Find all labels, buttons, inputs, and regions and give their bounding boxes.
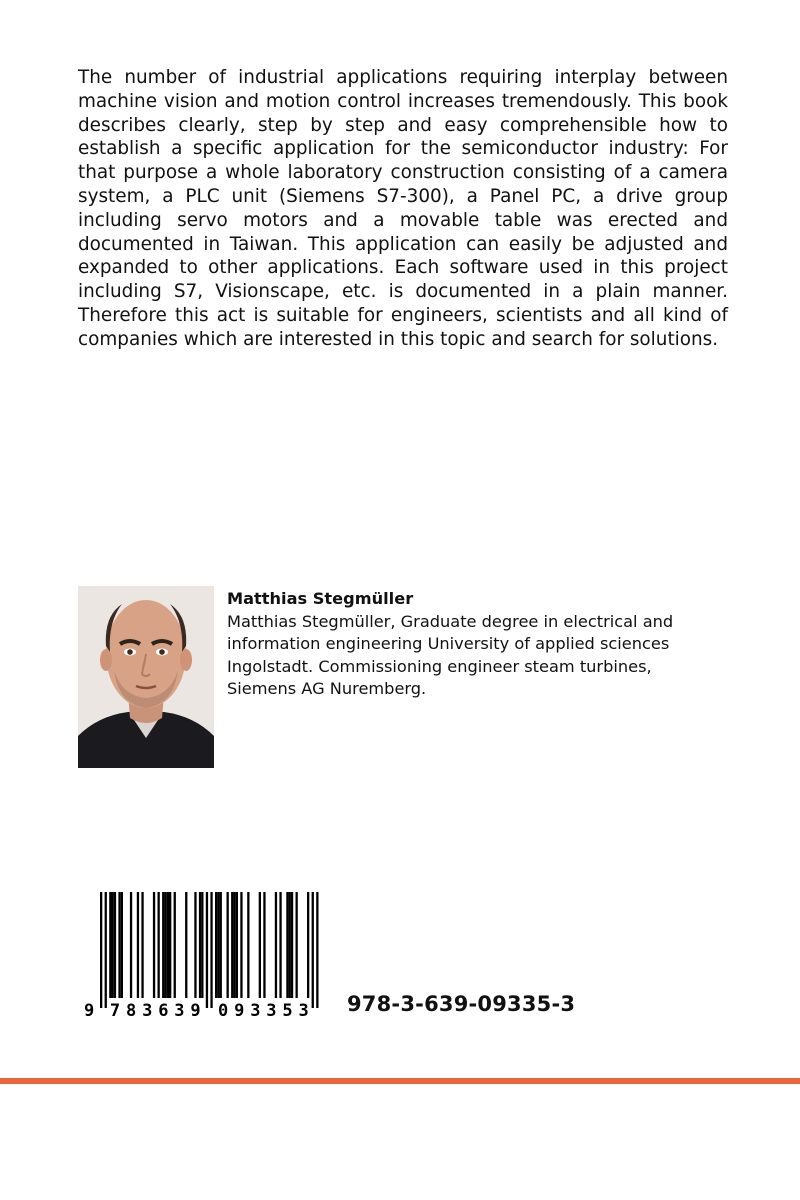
barcode-bar [307, 892, 309, 998]
barcode-bar [109, 892, 111, 998]
barcode-bar [312, 892, 314, 1008]
barcode-bar [220, 892, 222, 998]
barcode-bar [210, 892, 212, 1008]
barcode-digit: 7 [109, 1001, 121, 1020]
author-name: Matthias Stegmüller [227, 589, 414, 608]
barcode-digit: 9 [190, 1001, 201, 1020]
barcode-bar [275, 892, 277, 998]
barcode-bar [289, 892, 291, 998]
barcode-bar [296, 892, 298, 998]
isbn-number: 978-3-639-09335-3 [347, 992, 576, 1016]
barcode-bar [141, 892, 143, 998]
barcode-bar [236, 892, 238, 998]
barcode-bar [121, 892, 123, 998]
barcode-bar [114, 892, 116, 998]
barcode-bar [316, 892, 318, 1008]
barcode-bar [162, 892, 164, 998]
barcode-bar [199, 892, 201, 998]
barcode-bar [112, 892, 114, 998]
barcode-bar [279, 892, 281, 998]
barcode-digit: 9 [84, 1001, 95, 1020]
barcode-digit: 9 [234, 1001, 245, 1020]
author-info [227, 588, 697, 701]
barcode-digit: 8 [126, 1001, 137, 1020]
barcode-digit: 3 [250, 1001, 261, 1020]
barcode-bar [130, 892, 132, 998]
barcode-bar [291, 892, 293, 998]
back-cover-blurb: The number of industrial applications requiring interplay between machine vision and motion control increases tremendously. This book describes clearly, step by step and easy comprehensible how to establish a specific application for the semiconductor industry: For that purpose a whole laboratory construction consisting of a camera system, a PLC unit (Siemens S7-300), a Panel PC, a drive group including servo motors and a movable table was erected and documented in Taiwan. This application can easily be adjusted and expanded to other applications. Each software used in this project including S7, Visionscape, etc. is documented in a plain manner. Therefore this act is suitable for engineers, scientists and all kind of companies which are interested in this topic and search for solutions. [78, 67, 728, 350]
barcode-bar [217, 892, 219, 998]
barcode-bar [206, 892, 208, 1008]
barcode-bar [247, 892, 249, 998]
barcode-bar [263, 892, 265, 998]
barcode-bar [105, 892, 107, 1008]
barcode-digit: 3 [174, 1001, 185, 1020]
barcode-bar [227, 892, 229, 998]
barcode-bar [164, 892, 166, 998]
barcode-bar [185, 892, 187, 998]
author-photo [78, 586, 214, 768]
barcode-bar [259, 892, 261, 998]
barcode-bar [137, 892, 139, 998]
author-bio: Matthias Stegmüller, Graduate degree in electrical and information engineering University of applied sciences Ingolstadt. Commissioning engineer steam turbines, Siemens AG Nuremberg. [227, 611, 674, 699]
barcode-bar [100, 892, 102, 1008]
barcode-digit: 3 [298, 1001, 309, 1020]
barcode-digit: 0 [218, 1001, 229, 1020]
barcode-bar [194, 892, 196, 998]
barcode-bar [167, 892, 169, 998]
barcode-bar [118, 892, 120, 998]
barcode-digit: 6 [158, 1001, 169, 1020]
barcode-bar [233, 892, 235, 998]
barcode-digit: 3 [266, 1001, 277, 1020]
barcode-bar [169, 892, 171, 998]
barcode-bar [153, 892, 155, 998]
barcode-digit: 5 [282, 1001, 293, 1020]
barcode-bar [158, 892, 160, 998]
barcode-bar [240, 892, 242, 998]
barcode-bar [286, 892, 288, 998]
accent-bar [0, 1078, 800, 1084]
isbn-barcode [84, 890, 332, 1020]
barcode-bar [215, 892, 217, 998]
barcode-bar [231, 892, 233, 998]
barcode-bar [201, 892, 203, 998]
barcode-digit: 3 [142, 1001, 153, 1020]
barcode-bar [174, 892, 176, 998]
